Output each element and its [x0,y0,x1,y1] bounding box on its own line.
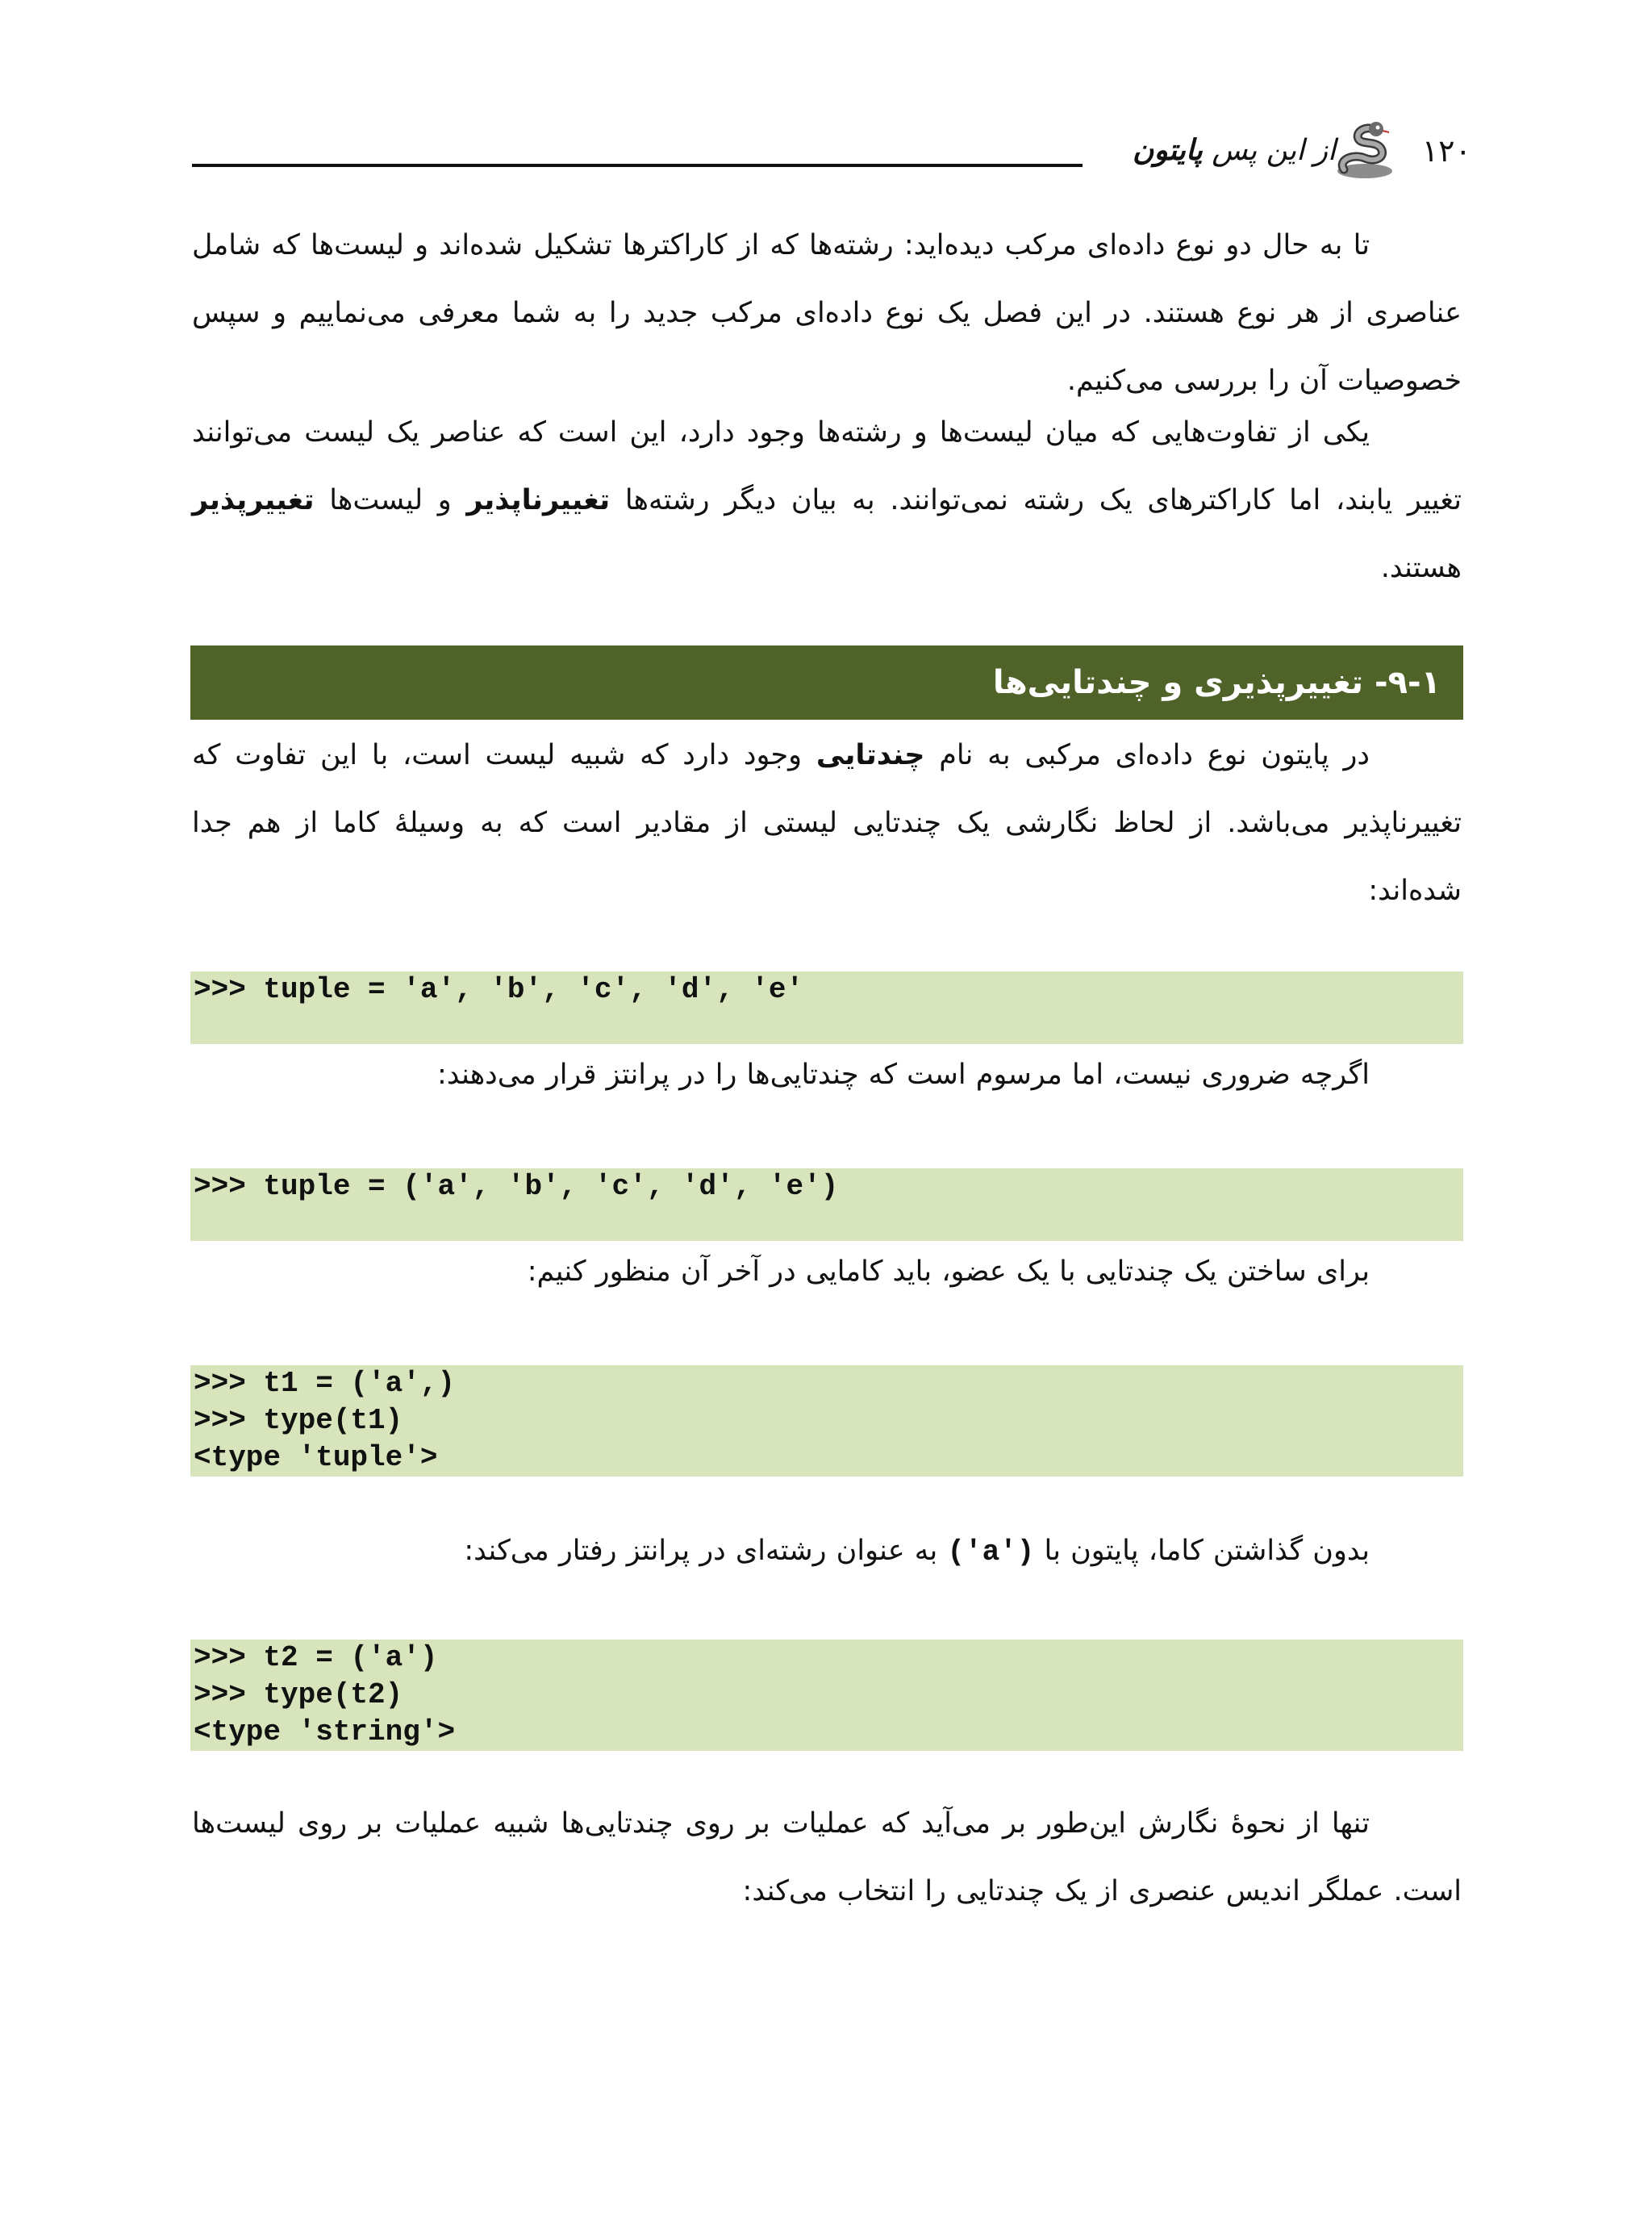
paragraph-parentheses-text: اگرچه ضروری نیست، اما مرسوم است که چندتایی‌ها را در پرانتز قرار می‌دهند: [436,1059,1370,1091]
code-line: <type 'string'> [194,1715,456,1748]
inline-code: ('a') [947,1535,1035,1569]
running-title [1094,129,1336,173]
paragraph-single-element-text: برای ساختن یک چندتایی با یک عضو، باید کامایی در آخر آن منظور کنیم: [527,1255,1370,1288]
code-line: >>> tuple = 'a', 'b', 'c', 'd', 'e' [194,973,804,1006]
section-heading [993,645,1441,720]
term-immutable: تغییرناپذیر [466,484,611,516]
paragraph-no-comma-before: بدون گذاشتن کاما، پایتون با [1044,1535,1370,1567]
code-line: >>> type(t1) [194,1404,403,1437]
paragraph-parentheses [192,1041,1462,1109]
paragraph-mutability-after: هستند. [1380,552,1462,584]
paragraph-operations-text: تنها از نحوهٔ نگارش این‌طور بر می‌آید که عملیات بر روی چندتایی‌ها شبیه عملیات بر روی لیست‌ها است. عملگر اندیس عنصری از یک چندتایی را انتخاب می‌کند: [192,1807,1462,1907]
page-number: ۱۲۰ [1421,133,1471,169]
section-title-text: تغییرپذیری و چندتایی‌ها [992,664,1364,701]
code-block-4 [190,1640,1463,1751]
paragraph-mutability [192,399,1462,602]
running-title-prefix: از این پس [1212,134,1336,167]
paragraph-mutability-before: یکی از تفاوت‌هایی که میان لیست‌ها و رشته‌ها وجود دارد، این است که عناصر یک لیست می‌توانند تغییر یابند، اما کاراکترهای یک رشته نمی‌توانند. به بیان دیگر رشته‌ها [192,416,1462,516]
code-line: <type 'tuple'> [194,1441,438,1474]
paragraph-no-comma [192,1517,1462,1586]
code-block-2 [190,1168,1463,1241]
section-number: ۹-۱- [1374,664,1441,701]
code-block-1 [190,971,1463,1044]
paragraph-tuple-def [192,721,1462,925]
paragraph-intro-text: تا به حال دو نوع داده‌ای مرکب دیده‌اید: رشته‌ها که از کاراکترها تشکیل شده‌اند و لیست‌ها که شامل عناصری از هر نوع هستند. در این فصل یک نوع داده‌ای مرکب جدید را به شما معرفی می‌نماییم و سپس خصوصیات آن را بررسی می‌کنیم. [192,229,1462,397]
paragraph-single-element [192,1238,1462,1305]
code-line: >>> tuple = ('a', 'b', 'c', 'd', 'e') [194,1170,839,1203]
paragraph-tuple-def-before: در پایتون نوع داده‌ای مرکبی به نام [939,739,1370,771]
header-rule [192,164,1083,167]
code-line: >>> t1 = ('a',) [194,1367,456,1400]
section-heading-bar [190,645,1463,720]
page-header [192,121,1471,178]
term-tuple: چندتایی [816,739,925,771]
paragraph-operations [192,1790,1462,1925]
code-block-3 [190,1365,1463,1477]
paragraph-no-comma-after: به عنوان رشته‌ای در پرانتز رفتار می‌کند: [464,1535,938,1567]
paragraph-intro [192,211,1462,415]
paragraph-tuple-def-after: وجود دارد که شبیه لیست است، با این تفاوت که تغییرناپذیر می‌باشد. از لحاظ نگارشی یک چندتایی لیستی از مقادیر است که به وسیلهٔ کاما از هم جدا شده‌اند: [192,739,1462,907]
running-title-name: پایتون [1133,134,1203,167]
code-line: >>> t2 = ('a') [194,1641,438,1674]
python-snake-icon [1329,121,1400,181]
term-mutable: تغییرپذیر [192,484,315,516]
paragraph-mutability-middle: و لیست‌ها [329,484,452,516]
code-line: >>> type(t2) [194,1678,403,1711]
